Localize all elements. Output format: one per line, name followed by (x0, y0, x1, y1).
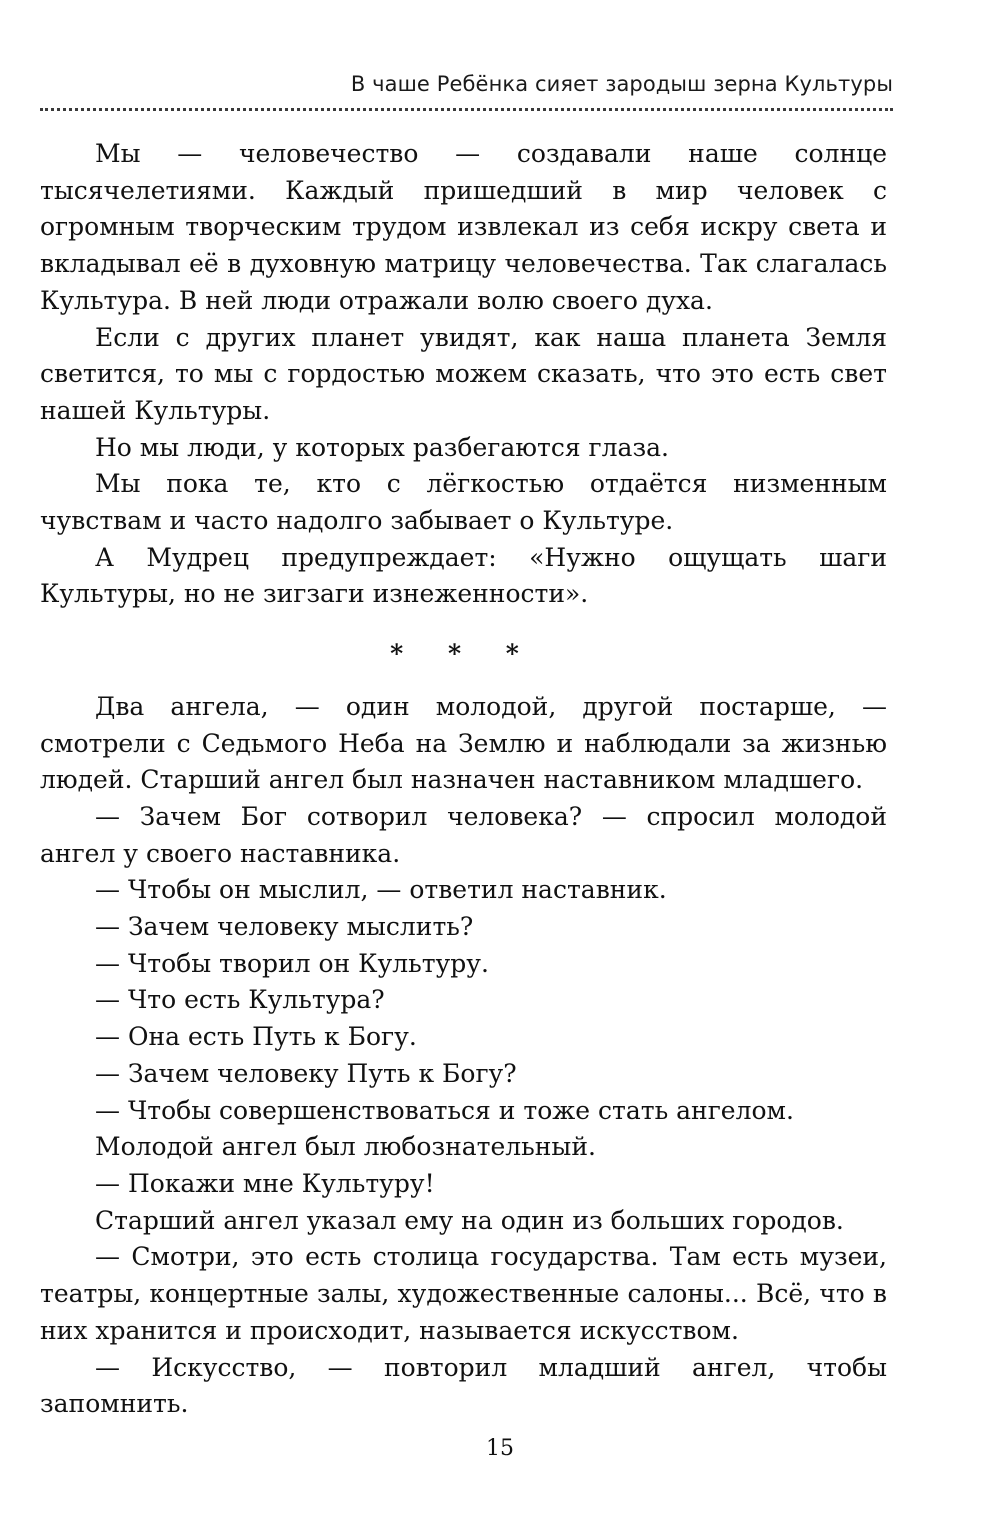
dialogue-line: — Зачем человеку Путь к Богу? (95, 1058, 517, 1088)
header-dotted-rule (40, 108, 893, 111)
paragraph: Старший ангел указал ему на один из больших городов. (95, 1205, 844, 1235)
body-text (40, 136, 887, 1423)
paragraph: Но мы люди, у которых разбегаются глаза. (95, 432, 669, 462)
dialogue-line: — Искусство, — повторил младший ангел, чтобы запомнить. (40, 1352, 887, 1419)
paragraph: Молодой ангел был любознательный. (95, 1132, 596, 1162)
paragraph: Мы пока те, кто с лёгкостью отдаётся низменным чувствам и часто надолго забывает о Культуре. (40, 469, 887, 536)
dialogue-line: — Чтобы совершенствоваться и тоже стать ангелом. (95, 1095, 794, 1125)
dialogue-line: — Зачем человеку мыслить? (95, 912, 474, 942)
running-header: В чаше Ребёнка сияет зародыш зерна Культуры (350, 72, 893, 96)
dialogue-line: — Она есть Путь к Богу. (95, 1022, 417, 1052)
dialogue-line: — Покажи мне Культуру! (95, 1168, 435, 1198)
dialogue-line: — Смотри, это есть столица государства. Там есть музеи, театры, концертные залы, художественные салоны... Всё, что в них хранится и происходит, называется искусством. (40, 1242, 887, 1345)
section-separator: * * * (390, 639, 537, 669)
paragraph: Если с других планет увидят, как наша планета Земля светится, то мы с гордостью можем сказать, что это есть свет нашей Культуры. (40, 322, 887, 425)
dialogue-line: — Чтобы творил он Культуру. (95, 948, 489, 978)
paragraph: Два ангела, — один молодой, другой постарше, — смотрели с Седьмого Неба на Землю и наблюдали за жизнью людей. Старший ангел был назначен наставником младшего. (40, 691, 887, 795)
dialogue-line: — Зачем Бог сотворил человека? — спросил молодой ангел у своего наставника. (40, 801, 887, 868)
dialogue-line: — Чтобы он мыслил, — ответил наставник. (95, 875, 667, 905)
paragraph: Мы — человечество — создавали наше солнце тысячелетиями. Каждый пришедший в мир человек с огромным творческим трудом извлекал из себя искру света и вкладывал её в духовную матрицу человечества. Так слагалась Культура. В ней люди отражали волю своего духа. (40, 139, 887, 315)
page-number: 15 (486, 1436, 514, 1461)
paragraph: А Мудрец предупреждает: «Нужно ощущать шаги Культуры, но не зигзаги изнеженности». (40, 542, 887, 609)
dialogue-line: — Что есть Культура? (95, 985, 385, 1015)
